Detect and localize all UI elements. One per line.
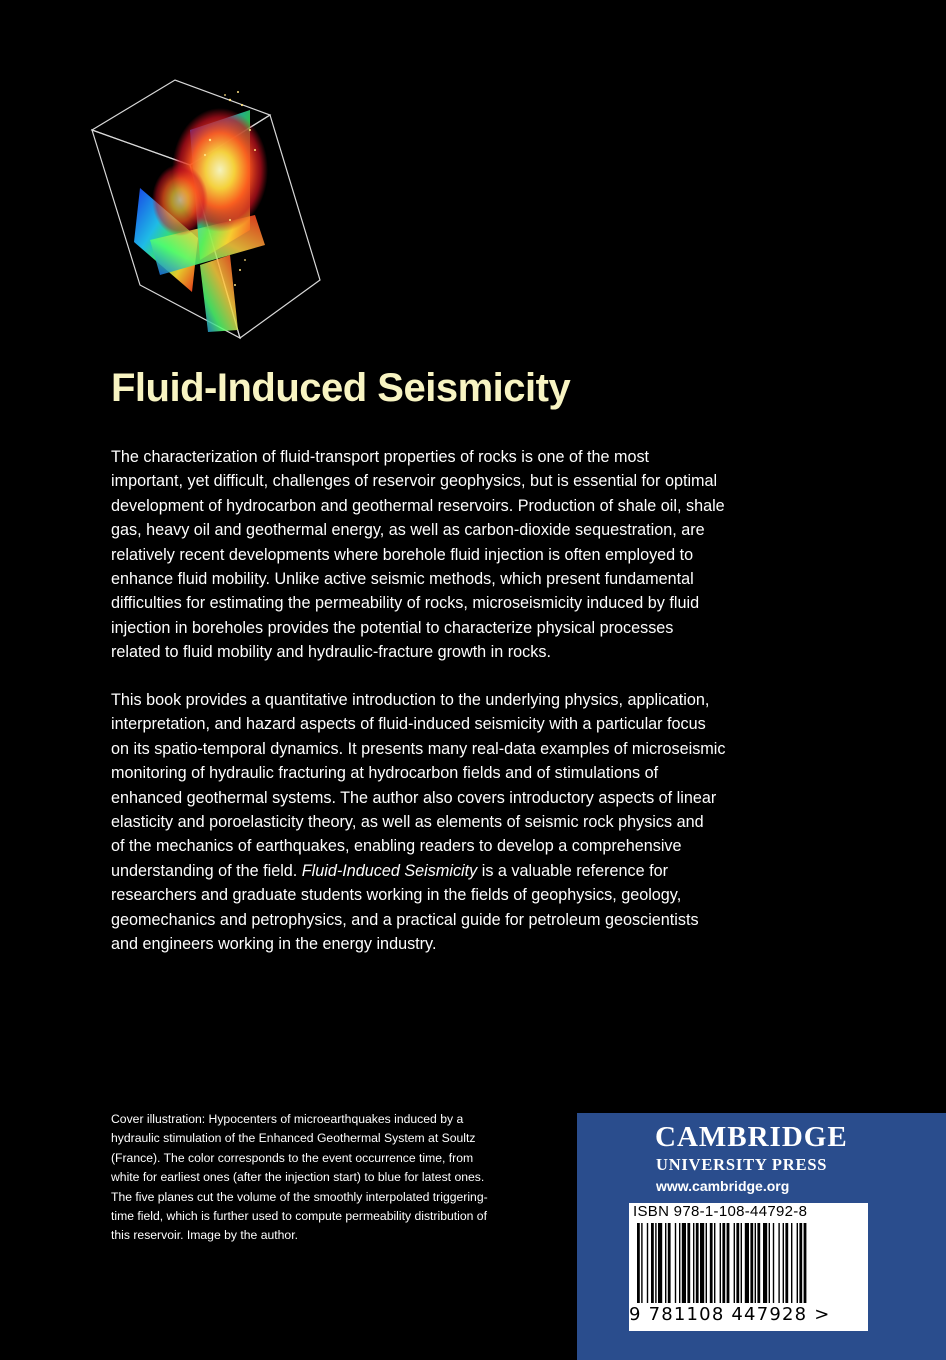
paragraph-line: enhanced geothermal systems. The author also covers introductory aspects of linear xyxy=(111,788,717,807)
barcode-bar xyxy=(682,1223,686,1303)
paragraph-line: elasticity and poroelasticity theory, as well as elements of seismic rock physics and xyxy=(111,813,704,832)
barcode-bar xyxy=(696,1223,699,1303)
barcode-bar xyxy=(679,1223,680,1303)
barcode-bar xyxy=(655,1223,656,1303)
barcode-bar xyxy=(799,1223,802,1303)
paragraph-line: monitoring of hydraulic fracturing at hydrocarbon fields and of stimulations of xyxy=(111,764,659,783)
publisher-website: www.cambridge.org xyxy=(656,1178,790,1194)
barcode-bar xyxy=(778,1223,779,1303)
isbn-label: ISBN 978-1-108-44792-8 xyxy=(633,1203,808,1220)
caption-line: hydraulic stimulation of the Enhanced Geothermal System at Soultz xyxy=(111,1131,476,1146)
barcode-bar xyxy=(791,1223,792,1303)
caption-line: time field, which is further used to compute permeability distribution of xyxy=(111,1209,487,1224)
barcode-bar xyxy=(687,1223,690,1303)
barcode-bar xyxy=(710,1223,713,1303)
triggering-time-planes xyxy=(134,108,268,332)
caption-line: The five planes cut the volume of the smoothly interpolated triggering- xyxy=(111,1189,488,1204)
paragraph-fragment: is a valuable reference for xyxy=(477,861,668,880)
paragraph-line: relatively recent developments where borehole fluid injection is often employed to xyxy=(111,545,694,564)
caption-line: this reservoir. Image by the author. xyxy=(111,1228,298,1243)
cover-illustration-caption xyxy=(111,1110,531,1246)
paragraph-line: geomechanics and petrophysics, and a practical guide for petroleum geoscientists xyxy=(111,910,699,929)
barcode-bar xyxy=(641,1223,642,1303)
paragraph-line: difficulties for estimating the permeability of rocks, microseismicity induced by fluid xyxy=(111,594,700,613)
barcode-bar xyxy=(727,1223,730,1303)
barcode-bar xyxy=(804,1223,807,1303)
barcode-bar xyxy=(757,1223,760,1303)
barcode-bar xyxy=(658,1223,662,1303)
barcode-bar xyxy=(700,1223,704,1303)
paragraph-line: and engineers working in the energy industry. xyxy=(111,935,437,954)
barcode-bar xyxy=(647,1223,648,1303)
barcode-digits: 9 781108 447928 > xyxy=(629,1304,831,1325)
publisher-logo-name: CAMBRIDGE xyxy=(655,1121,848,1153)
book-title: Fluid-Induced Seismicity xyxy=(111,366,571,410)
paragraph-line: development of hydrocarbon and geothermal reservoirs. Production of shale oil, shale xyxy=(111,496,725,515)
paragraph-line: related to fluid mobility and hydraulic-fracture growth in rocks. xyxy=(111,643,551,662)
caption-line: Cover illustration: Hypocenters of microearthquakes induced by a xyxy=(111,1112,464,1126)
paragraph-line: gas, heavy oil and geothermal energy, as well as carbon-dioxide sequestration, are xyxy=(111,521,705,540)
barcode-bar xyxy=(665,1223,666,1303)
cover-illustration xyxy=(80,70,340,350)
paragraph-line xyxy=(111,859,751,883)
paragraph-line: enhance fluid mobility. Unlike active seismic methods, which present fundamental xyxy=(111,570,694,589)
description-paragraph-2 xyxy=(111,688,751,956)
paragraph-fragment: understanding of the field. xyxy=(111,861,298,880)
barcode-bar xyxy=(750,1223,753,1303)
paragraph-line: of the mechanics of earthquakes, enabling readers to develop a comprehensive xyxy=(111,837,682,856)
caption-line: white for earliest ones (after the injection start) to blue for latest ones. xyxy=(111,1170,485,1185)
barcode-bar xyxy=(785,1223,788,1303)
paragraph-line: researchers and graduate students working in the fields of geophysics, geology, xyxy=(111,886,682,905)
paragraph-line: injection in boreholes provides the potential to characterize physical processes xyxy=(111,618,674,637)
italic-book-title: Fluid-Induced Seismicity xyxy=(301,861,478,880)
publisher-block xyxy=(577,1113,946,1360)
caption-line: (France). The color corresponds to the event occurrence time, from xyxy=(111,1150,474,1165)
barcode-bar xyxy=(741,1223,742,1303)
barcode-bar xyxy=(763,1223,767,1303)
isbn-barcode xyxy=(629,1203,868,1331)
barcode-bar xyxy=(651,1223,654,1303)
barcode-bar xyxy=(720,1223,721,1303)
paragraph-line: This book provides a quantitative introduction to the underlying physics, application, xyxy=(111,691,710,709)
barcode-bar xyxy=(773,1223,774,1303)
barcode-bar xyxy=(722,1223,725,1303)
paragraph-line: on its spatio-temporal dynamics. It presents many real-data examples of microseismic xyxy=(111,739,726,758)
barcode-bar xyxy=(714,1223,715,1303)
paragraph-line: interpretation, and hazard aspects of fluid-induced seismicity with a particular focus xyxy=(111,715,706,734)
publisher-logo-subname: UNIVERSITY PRESS xyxy=(656,1155,828,1174)
barcode-bar xyxy=(637,1223,640,1303)
barcode-bar xyxy=(668,1223,671,1303)
barcode-bar xyxy=(745,1223,749,1303)
barcode-bar xyxy=(675,1223,676,1303)
barcode-bar xyxy=(706,1223,707,1303)
barcode-bar xyxy=(736,1223,739,1303)
barcode-bar xyxy=(755,1223,756,1303)
barcode-bar xyxy=(797,1223,798,1303)
barcode-bar xyxy=(734,1223,735,1303)
paragraph-line: The characterization of fluid-transport properties of rocks is one of the most xyxy=(111,448,650,466)
barcode-bar xyxy=(693,1223,694,1303)
paragraph-line: important, yet difficult, challenges of reservoir geophysics, but is essential for optimal xyxy=(111,472,718,491)
barcode-bars-icon xyxy=(635,1223,860,1305)
description-paragraph-1 xyxy=(111,445,751,665)
barcode-bar xyxy=(769,1223,770,1303)
barcode-bar xyxy=(783,1223,784,1303)
